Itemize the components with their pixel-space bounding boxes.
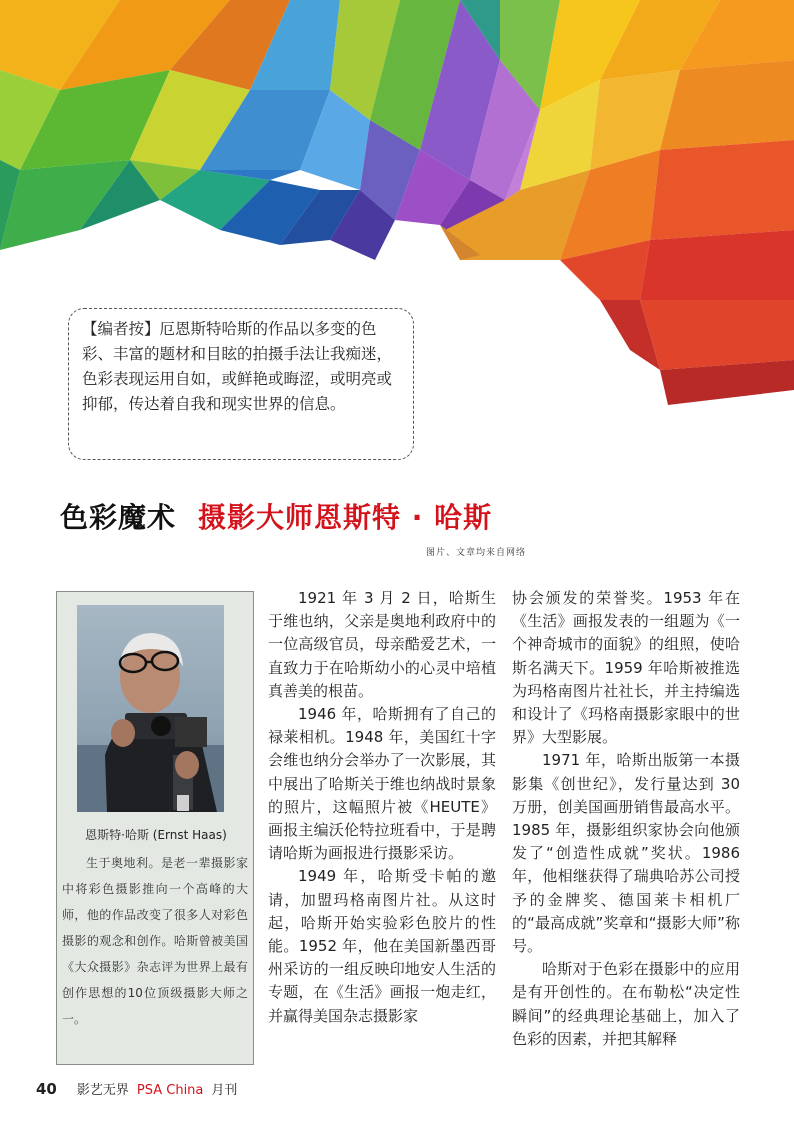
magazine-name: 影艺无界 [76, 1083, 129, 1098]
portrait-sidebar [56, 591, 254, 1065]
editor-note-text: 【编者按】厄恩斯特哈斯的作品以多变的色彩、丰富的题材和目眩的拍摄手法让我痴迷，色彩表现运用自如，或鲜艳或晦涩，或明亮或抑郁，传达着自我和现实世界的信息。 [82, 320, 393, 413]
title-part2: 摄影大师恩斯特 · 哈斯 [198, 501, 493, 534]
paragraph: 1971 年，哈斯出版第一本摄影集《创世纪》，发行量达到 30 万册，创美国画册销售最高水平。1985 年，摄影组织家协会向他颁发了“创造性成就”奖状。1986 年，他相继获得了瑞典哈苏公司授予的金牌奖、德国莱卡相机厂的“最高成就”奖章和“摄影大师”称号。 [512, 751, 740, 956]
article-column-2 [512, 587, 740, 1051]
portrait-caption: 恩斯特·哈斯 (Ernst Haas) [85, 828, 227, 842]
editor-note-box [68, 308, 414, 460]
paragraph: 协会颁发的荣誉奖。1953 年在《生活》画报发表的一组题为《一个神奇城市的面貌》的组照，使哈斯名满天下。1959 年哈斯被推选为玛格南图片社社长，并主持编选和设计了《玛格南摄影家眼中的世界》大型影展。 [512, 589, 740, 747]
paragraph: 哈斯对于色彩在摄影中的应用是有开创性的。在布勒松“决定性瞬间”的经典理论基础上，加入了色彩的因素，并把其解释 [512, 960, 740, 1048]
title-part1: 色彩魔术 [60, 501, 177, 534]
paragraph: 1946 年，哈斯拥有了自己的禄莱相机。1948 年，美国红十字会维也纳分会举办了一次影展，其中展出了哈斯关于维也纳战时景象的照片，这幅照片被《HEUTE》画报主编沃伦特拉班看中，于是聘请哈斯为画报进行摄影采访。 [268, 705, 496, 863]
paragraph: 1921 年 3 月 2 日，哈斯生于维也纳，父亲是奥地利政府中的一位高级官员，母亲酷爱艺术，一直致力于在哈斯幼小的心灵中培植真善美的根苗。 [268, 589, 496, 700]
issue-label: 月刊 [211, 1083, 238, 1098]
sidebar-bio-text: 生于奥地利。是老一辈摄影家中将彩色摄影推向一个高峰的大师，他的作品改变了很多人对彩色摄影的观念和创作。哈斯曾被美国《大众摄影》杂志评为世界上最有创作思想的10位顶级摄影大师之一。 [62, 856, 248, 1026]
page-footer [36, 1079, 237, 1098]
brand-name: PSA China [136, 1083, 204, 1098]
portrait-photo [77, 605, 224, 812]
paragraph: 1949 年，哈斯受卡帕的邀请，加盟玛格南图片社。从这时起，哈斯开始实验彩色胶片的性能。1952 年，他在美国新墨西哥州采访的一组反映印地安人生活的专题，在《生活》画报一炮走红，并赢得美国杂志摄影家 [268, 867, 496, 1025]
image-credit: 图片、文章均来自网络 [426, 548, 527, 558]
article-title [60, 496, 492, 536]
page-number: 40 [36, 1080, 57, 1098]
article-column-1 [268, 587, 496, 1028]
